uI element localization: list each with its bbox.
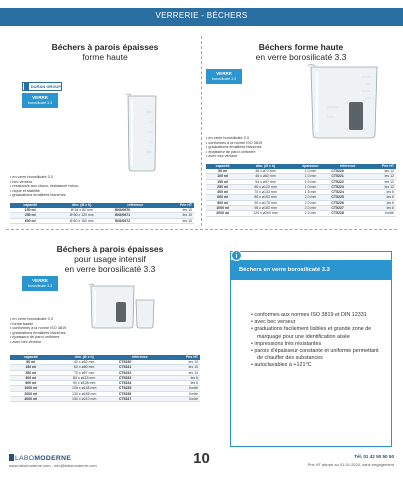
section1-title: Béchers à parois épaisses bbox=[51, 42, 159, 52]
cell: Ø 80 x 150 mm bbox=[50, 218, 113, 223]
section2-title: Béchers forme haute bbox=[258, 42, 344, 52]
cell: CT5237 bbox=[117, 397, 163, 402]
cell: 70 x ø97 mm bbox=[52, 370, 117, 375]
verre-badge-3 bbox=[22, 276, 58, 291]
page-title: VERRERIE - BÉCHERS bbox=[155, 11, 248, 20]
cell: BIG/0672 bbox=[113, 218, 157, 223]
cell: CT5224 bbox=[329, 190, 366, 195]
cell: 105 x ø148 mm bbox=[52, 386, 117, 391]
table-row bbox=[206, 211, 396, 216]
cell: 2.3 mm bbox=[292, 211, 330, 216]
cell: 150 ml bbox=[10, 365, 52, 370]
section1-features bbox=[10, 175, 120, 198]
col-reference: référence bbox=[113, 203, 157, 208]
cell: les 6 bbox=[366, 195, 396, 200]
feature-item: • conformes à la norme ISO 3819 bbox=[206, 141, 316, 146]
cell: les 6 bbox=[162, 381, 200, 386]
col-reference: référence bbox=[117, 355, 163, 360]
section3-subtitle-2: en verre borosilicaté 3.3 bbox=[64, 264, 156, 274]
cell: 60 x ø80 mm bbox=[52, 365, 117, 370]
header-bar bbox=[0, 0, 403, 26]
cell: 1.0 mm bbox=[292, 184, 330, 189]
cell: 2.0 mm bbox=[292, 195, 330, 200]
cell: l'unité bbox=[162, 391, 200, 396]
section2-subtitle: en verre borosilicaté 3.3 bbox=[255, 52, 347, 62]
cell: 130 x ø185 mm bbox=[52, 391, 117, 396]
cell: 80 x ø113 mm bbox=[52, 375, 117, 380]
verre-badge-2 bbox=[206, 69, 242, 84]
cell: CT5222 bbox=[329, 179, 366, 184]
cell: CT5225 bbox=[329, 195, 366, 200]
section3-features bbox=[10, 317, 120, 344]
cell: 400 ml bbox=[10, 375, 52, 380]
cell: CT5227 bbox=[329, 206, 366, 211]
cell: 150 ml bbox=[206, 179, 239, 184]
cell: Ø 60 x 120 mm bbox=[50, 213, 113, 218]
duran-text: DURAN GROUP bbox=[30, 84, 61, 89]
feature-item: • en verre borosilicaté 3.3 bbox=[10, 175, 120, 180]
cell: 80 x ø153 mm bbox=[239, 195, 291, 200]
feature-item: • graduations émaillées blanches bbox=[10, 193, 120, 198]
cell: 600 ml bbox=[206, 195, 239, 200]
cell: les 10 bbox=[162, 365, 200, 370]
cell: CT5235 bbox=[117, 386, 163, 391]
cell: les 6 bbox=[366, 200, 396, 205]
cell: les 10 bbox=[162, 370, 200, 375]
cell: 60 x ø123 mm bbox=[239, 184, 291, 189]
col-reference: référence bbox=[329, 164, 366, 169]
feature-item: • avec bec verseur bbox=[10, 340, 120, 345]
section1-subtitle: forme haute bbox=[82, 52, 128, 62]
col-dim: dim. (Ø x h) bbox=[52, 355, 117, 360]
cell: CT5232 bbox=[117, 370, 163, 375]
cell: 50 ml bbox=[206, 169, 239, 174]
cell: 100 ml bbox=[206, 174, 239, 179]
cell: CT5231 bbox=[117, 365, 163, 370]
cell: 600 ml bbox=[10, 218, 50, 223]
column-divider bbox=[201, 36, 202, 226]
duran-mark-icon bbox=[24, 83, 29, 90]
row-divider bbox=[6, 229, 397, 230]
info-item: • graduations facilement lisibles et grande zone de marquage pour une identification aisée bbox=[251, 326, 385, 340]
info-icon: i bbox=[231, 250, 242, 261]
cell: BIG/0670 bbox=[113, 208, 157, 213]
cell: 54 x ø97 mm bbox=[239, 179, 291, 184]
feature-item: • épaisseur de paroi uniforme bbox=[206, 150, 316, 155]
info-item: • conformes aux normes ISO 3819 et DIN 12331 bbox=[251, 312, 385, 319]
info-box bbox=[230, 251, 392, 447]
verre-badge-label: VERRE bbox=[32, 278, 48, 283]
logo-text-a: LABO bbox=[15, 455, 35, 462]
cell: 95 x ø183 mm bbox=[239, 206, 291, 211]
cell: les 6 bbox=[162, 375, 200, 380]
col-prix: Prix HT bbox=[366, 164, 396, 169]
section3-table bbox=[10, 355, 200, 402]
col-capacite: capacité bbox=[10, 355, 52, 360]
feature-item: • nique et stabilité bbox=[10, 189, 120, 194]
cell: 2000 ml bbox=[10, 391, 52, 396]
cell: l'unité bbox=[162, 397, 200, 402]
feature-item: • graduations émaillées blanches bbox=[206, 145, 316, 150]
duran-logo bbox=[22, 82, 62, 91]
cell: CT5236 bbox=[117, 391, 163, 396]
table-row bbox=[10, 218, 194, 223]
info-item: • autoclavables à +121°C bbox=[251, 362, 385, 369]
page-number: 10 bbox=[193, 450, 210, 467]
cell: 120 x ø264 mm bbox=[239, 211, 291, 216]
verre-badge-1 bbox=[22, 93, 58, 108]
cell: 2000 ml bbox=[206, 211, 239, 216]
col-prix: Prix HT bbox=[162, 355, 200, 360]
cell: 250 ml bbox=[10, 370, 52, 375]
cell: 70 x ø133 mm bbox=[239, 190, 291, 195]
cell: 250 ml bbox=[206, 184, 239, 189]
cell: CT5226 bbox=[329, 200, 366, 205]
info-title: Béchers en verre borosilicaté 3.3 bbox=[231, 260, 391, 280]
table-row bbox=[10, 397, 200, 402]
feature-item: • bec verseur bbox=[10, 180, 120, 185]
cell: CT5221 bbox=[329, 174, 366, 179]
cell: les 12 bbox=[366, 169, 396, 174]
cell: CT5233 bbox=[117, 375, 163, 380]
cell: 400 ml bbox=[206, 190, 239, 195]
cell: 90 x ø128 mm bbox=[52, 381, 117, 386]
feature-item: • avec bec verseur bbox=[206, 154, 316, 159]
cell: 600 ml bbox=[10, 381, 52, 386]
col-prix: Prix HT bbox=[157, 203, 194, 208]
section1-table bbox=[10, 203, 194, 224]
cell: les 12 bbox=[366, 174, 396, 179]
section2-table bbox=[206, 164, 396, 217]
cell: 1000 ml bbox=[10, 386, 52, 391]
cell: 50 ml bbox=[10, 360, 52, 365]
cell: 1.0 mm bbox=[292, 179, 330, 184]
col-dim: dim. (Ø x h) bbox=[50, 203, 113, 208]
cell: CT5230 bbox=[117, 360, 163, 365]
info-item: • parois d'épaisseur constante et uniforme permettant de chauffer des substances bbox=[251, 348, 385, 362]
cell: 4000 ml bbox=[10, 397, 52, 402]
cell: 1000 ml bbox=[206, 206, 239, 211]
cell: 38 x ø72 mm bbox=[239, 169, 291, 174]
col-capacite: capacité bbox=[206, 164, 239, 169]
cell: 42 x ø52 mm bbox=[52, 360, 117, 365]
cell: les 10 bbox=[157, 218, 194, 223]
cell: 1.0 mm bbox=[292, 174, 330, 179]
info-item: • avec bec verseur bbox=[251, 319, 385, 326]
cell: 1.5 mm bbox=[292, 190, 330, 195]
section3-subtitle: pour usage intensif bbox=[74, 254, 146, 264]
footer-phone: Tél. 01 42 50 50 50 bbox=[354, 454, 394, 459]
feature-item: • en verre borosilicaté 3.3 bbox=[206, 136, 316, 141]
footer-website: www.labomoderne.com - info@labomoderne.com bbox=[9, 463, 97, 468]
section3-title: Béchers à parois épaisses bbox=[56, 244, 164, 254]
cell: 150 x ø210 mm bbox=[52, 397, 117, 402]
section2-features bbox=[206, 136, 316, 159]
feature-item: • résistance aux chocs, résistance méca- bbox=[10, 184, 120, 189]
col-capacite: capacité bbox=[10, 203, 50, 208]
footer-price-note: Prix HT départ au 01.01.2024, sans engagement bbox=[307, 462, 394, 467]
col-dim: dim. (Ø x h) bbox=[239, 164, 291, 169]
feature-item: • en verre borosilicaté 3.3 bbox=[10, 317, 120, 322]
feature-item: • forme basse bbox=[10, 322, 120, 327]
logo-text-b: MODERNE bbox=[34, 455, 72, 462]
feature-item: • graduations émaillées blanches bbox=[10, 331, 120, 336]
cell: les 6 bbox=[366, 190, 396, 195]
verre-badge-label: VERRE bbox=[32, 95, 48, 100]
cell: les 6 bbox=[366, 206, 396, 211]
feature-item: • épaisseur de paroi uniforme bbox=[10, 335, 120, 340]
cell: 48 x ø82 mm bbox=[239, 174, 291, 179]
beaker-tall-thick-image bbox=[122, 92, 162, 172]
cell: BIG/0671 bbox=[113, 213, 157, 218]
cell: 2.0 mm bbox=[292, 206, 330, 211]
cell: CT5228 bbox=[329, 211, 366, 216]
col-epaisseur: épaisseur bbox=[292, 164, 330, 169]
cell: CT5234 bbox=[117, 381, 163, 386]
info-item: • impressions très résistantes bbox=[251, 341, 385, 348]
verre-badge-sub: borosilicaté 3.3 bbox=[27, 284, 53, 288]
cell: 250 ml bbox=[10, 213, 50, 218]
cell: CT5223 bbox=[329, 184, 366, 189]
beaker-tall-image bbox=[305, 62, 385, 140]
cell: Ø 54 x 80 mm bbox=[50, 208, 113, 213]
cell: les 10 bbox=[162, 360, 200, 365]
cell: CT5220 bbox=[329, 169, 366, 174]
cell: 1.0 mm bbox=[292, 169, 330, 174]
cell: l'unité bbox=[162, 386, 200, 391]
cell: l'unité bbox=[366, 211, 396, 216]
cell: 800 ml bbox=[206, 200, 239, 205]
cell: les 12 bbox=[366, 184, 396, 189]
info-list bbox=[251, 312, 385, 370]
verre-badge-sub: borosilicaté 3.3 bbox=[27, 101, 53, 105]
cell: 90 x ø175 mm bbox=[239, 200, 291, 205]
cell: 150 ml bbox=[10, 208, 50, 213]
feature-item: • conformes à la norme ISO 3819 bbox=[10, 326, 120, 331]
cell: 2.0 mm bbox=[292, 200, 330, 205]
verre-badge-label: VERRE bbox=[216, 71, 232, 76]
cell: les 10 bbox=[157, 213, 194, 218]
cell: les 12 bbox=[366, 179, 396, 184]
verre-badge-sub: borosilicaté 3.3 bbox=[211, 77, 237, 81]
cell: les 10 bbox=[157, 208, 194, 213]
